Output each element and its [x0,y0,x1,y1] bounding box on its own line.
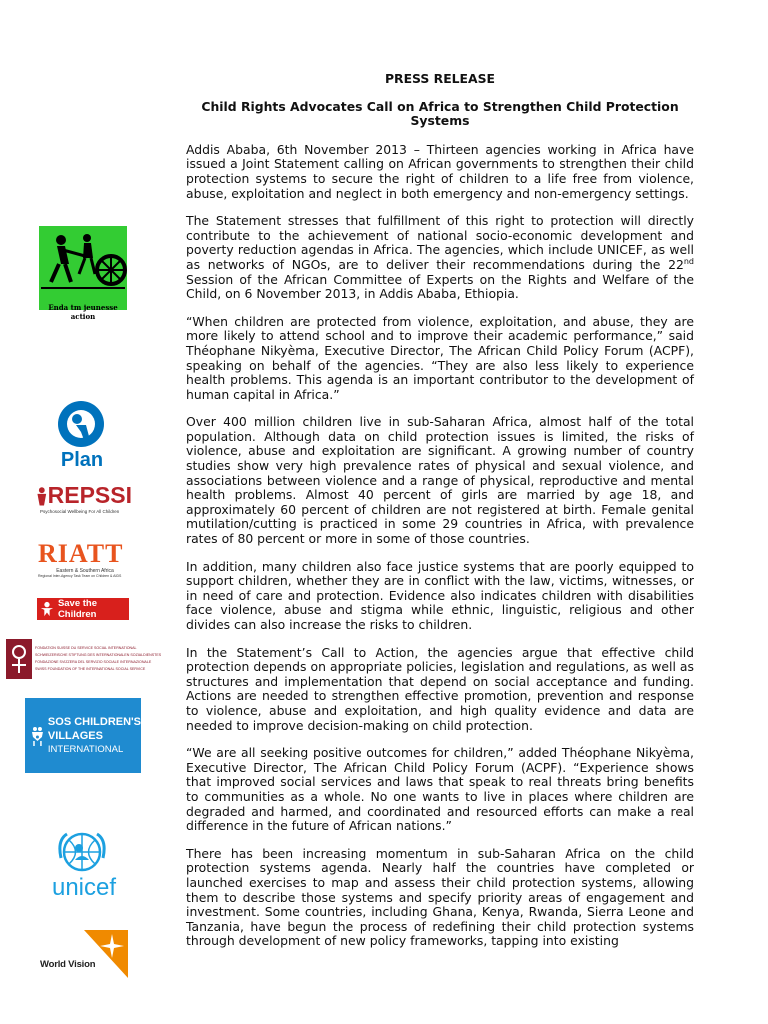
paragraph-4: Over 400 million children live in sub-Saharan Africa, almost half of the total population. Although data on child protection issues is limited, the risks of violence, abuse and exploitation are significant. A growing number of country studies show very high prevalence rates of physical and sexual violence, and associations between violence and a range of physical, reproductive and mental health problems. Almost 40 percent of girls are married by age 18, and approximately 60 percent of children are not registered at birth. Female genital mutilation/cutting is practiced in some 29 countries in Africa, with prevalence rates of 80 percent or more in some of those countries. [186,414,694,547]
iss-line-1: FONDATION SUISSE DU SERVICE SOCIAL INTERNATIONAL [35,646,137,650]
riatt-tagline: Regional Inter-Agency Task Team on Children & AIDS [38,574,122,578]
save-the-children-text: Save the Children [57,598,98,620]
paragraph-6: In the Statement’s Call to Action, the agencies argue that effective child protection depends on appropriate policies, legislation and regulations, as well as structures and implementation that depend on social acceptance and funding. Actions are needed to strengthen effective promotion, prevention and response to violence, abuse and exploitation, and high quality evidence and data are needed to improve decision-making on child protection. [186,644,694,733]
save-the-children-figure-icon [39,600,55,618]
paragraph-2 [186,214,694,302]
iss-emblem-icon [6,639,32,679]
riatt-logo [38,540,132,584]
paragraph-2-superscript: nd [683,256,694,266]
iss-line-4: SWISS FOUNDATION OF THE INTERNATIONAL SOCIAL SERVICE [35,667,146,671]
press-release-label: PRESS RELEASE [384,71,496,86]
repssi-logo [36,482,132,524]
paragraph-2-part-1: The Statement stresses that fulfillment of this right to protection will directly contribute to the achievement of national socio-economic development and poverty reduction agendas in Africa. The agencies, which include UNICEF, as well as networks of NGOs, are to deliver their recommendations during the 22 [186,213,694,272]
unicef-emblem-icon [57,830,107,876]
iss-foundation-logo [6,636,162,682]
world-vision-star-icon [40,928,132,982]
plan-logo [52,400,112,470]
press-release-body [186,72,694,962]
paragraph-2-part-2: Session of the African Committee of Experts on the Rights and Welfare of the Child, on 6 November 2013, in Addis Ababa, Ethiopia. [186,271,694,302]
iss-line-3: FONDAZIONE SVIZZERA DEL SERVIZIO SOCIALE INTERNAZIONALE [35,660,152,664]
iss-line-2: SCHWEIZERISCHE STIFTUNG DES INTERNATIONALEN SOZIALDIENSTES [35,653,162,657]
enda-children-wheel-icon [39,226,127,298]
plan-child-icon [56,400,106,448]
paragraph-3: “When children are protected from violence, exploitation, and abuse, they are more likely to attend school and to improve their academic performance,” said Théophane Nikyèma, Executive Director, The African Child Policy Forum (ACPF), speaking on behalf of the agencies. “They are also less likely to experience health problems. This agenda is an important contributor to the development of human capital in Africa.” [186,313,694,402]
unicef-logo [42,830,126,902]
sos-line-1: SOS CHILDREN'S [47,715,141,728]
save-the-children-logo [37,598,129,620]
enda-logo [39,226,127,321]
plan-logo-text: Plan [60,449,104,471]
page-title: Child Rights Advocates Call on Africa to Strengthen Child Protection Systems [201,98,679,129]
riatt-logo-text: RIATT [38,539,124,568]
enda-logo-text: Enda tm jeunesse action [48,303,118,321]
repssi-tagline: Psychosocial Wellbeing For All Children [40,509,120,514]
riatt-tagline-region: Eastern & Southern Africa [56,568,114,574]
paragraph-1: Addis Ababa, 6th November 2013 – Thirteen agencies working in Africa have issued a Joint Statement calling on African governments to strengthen their child protection systems to secure the right of children to a life free from violence, abuse, exploitation and neglect in both emergency and non-emergency settings. [186,141,694,201]
paragraph-7: “We are all seeking positive outcomes for children,” added Théophane Nikyèma, Executive Director, The African Child Policy Forum (ACPF). “Experience shows that improved social services and laws that speak to real threats bring benefits to communities as a whole. No one wants to live in places where children are degraded and harmed, and coordinated and resourced efforts can make a real difference in the future of African nations.” [186,745,694,834]
sos-childrens-villages-logo [25,698,141,773]
sos-line-2: VILLAGES [47,729,103,742]
paragraph-5: In addition, many children also face justice systems that are poorly equipped to support children, whether they are in conflict with the law, victims, witnesses, or in need of care and protection. Evidence also indicates children with disabilities face violence, abuse and stigma while ethnic, linguistic, religious and other divides can also increase the risks to children. [186,558,694,632]
repssi-logo-text: REPSSI [47,482,132,508]
logo-sidebar [0,0,160,1024]
unicef-logo-text: unicef [51,874,117,901]
sos-family-icon [31,716,44,756]
world-vision-text: World Vision [40,959,96,970]
repssi-figure-icon [36,483,48,509]
paragraph-8: There has been increasing momentum in sub-Saharan Africa on the child protection systems agenda. Nearly half the countries have completed or launched exercises to map and assess their child protection systems, allowing them to describe those systems and specify priority areas of engagement and investment. Some countries, including Ghana, Kenya, Rwanda, Sierra Leone and Tanzania, have begun the process of redefining their child protection systems through development of new policy frameworks, tapping into existing [186,845,694,949]
world-vision-logo [40,928,132,982]
sos-line-3: INTERNATIONAL [47,743,124,755]
